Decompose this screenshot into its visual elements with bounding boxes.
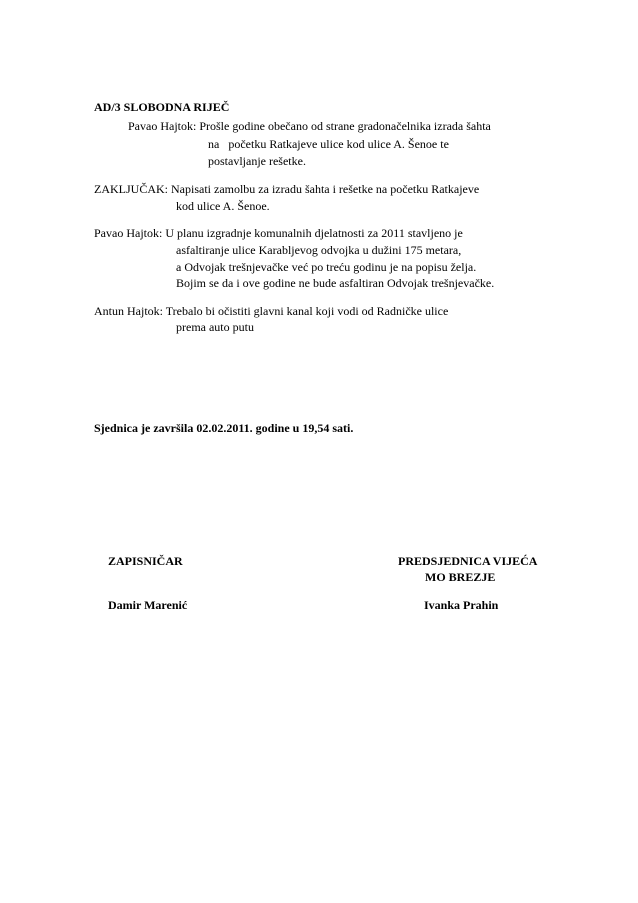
closing-statement: Sjednica je završila 02.02.2011. godine u 19,54 sati. — [94, 421, 354, 435]
entry3-line2: prema auto putu — [176, 320, 254, 334]
entry2-line2: asfaltiranje ulice Karabljevog odvojka u dužini 175 metara, — [176, 243, 462, 257]
entry2-line3: a Odvojak trešnjevačke već po treću godinu je na popisu želja. — [176, 260, 477, 274]
entry1-line1: Pavao Hajtok: Prošle godine obečano od strane gradonačelnika izrada šahta — [128, 119, 491, 133]
signature-right-title-line2: MO BREZJE — [425, 570, 496, 584]
signature-right-title-line1: PREDSJEDNICA VIJEĆA — [398, 554, 538, 568]
conclusion-line2: kod ulice A. Šenoe. — [176, 199, 270, 213]
entry1-line2: na početku Ratkajeve ulice kod ulice A. Šenoe te — [208, 137, 449, 151]
entry3-line1: Antun Hajtok: Trebalo bi očistiti glavni kanal koji vodi od Radničke ulice — [94, 304, 449, 318]
signature-left-title: ZAPISNIČAR — [108, 554, 183, 568]
entry1-line3: postavljanje rešetke. — [208, 154, 306, 168]
section-heading: AD/3 SLOBODNA RIJEČ — [94, 100, 230, 114]
signature-right-name: Ivanka Prahin — [424, 598, 499, 612]
conclusion-line1: ZAKLJUČAK: Napisati zamolbu za izradu šahta i rešetke na početku Ratkajeve — [94, 182, 480, 196]
entry2-line1: Pavao Hajtok: U planu izgradnje komunalnih djelatnosti za 2011 stavljeno je — [94, 226, 463, 240]
entry2-line4: Bojim se da i ove godine ne bude asfaltiran Odvojak trešnjevačke. — [176, 276, 495, 290]
signature-left-name: Damir Marenić — [108, 598, 188, 612]
